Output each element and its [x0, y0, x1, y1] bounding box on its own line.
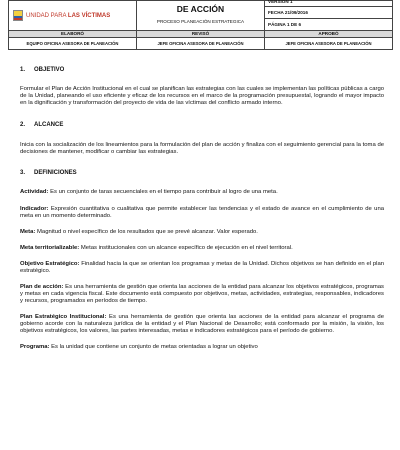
version-label: VERSIÓN 1 — [268, 0, 293, 4]
section-heading-objetivo: 1. OBJETIVO — [20, 67, 65, 73]
unit-logo — [9, 3, 136, 29]
definition-item: Meta territorializable: Metas institucionales con un alcance específico de ejecución en el nivel territoral. — [20, 245, 293, 251]
document-header — [8, 0, 393, 50]
title-cell — [137, 1, 265, 31]
reviso-value: JEFE OFICINA ASESORA DE PLANEACIÓN — [137, 38, 265, 50]
signature-header-row — [9, 31, 393, 38]
section-heading-alcance: 2. ALCANCE — [20, 122, 64, 128]
document-body — [20, 58, 384, 351]
reviso-heading: REVISÓ — [137, 31, 265, 38]
elaboro-heading: ELABORÓ — [9, 31, 137, 38]
page-label: PÁGINA 1 DE 6 — [265, 18, 392, 30]
signature-value-row — [9, 38, 393, 50]
logo-cell — [9, 1, 137, 31]
definition-item: Programa: Es la unidad que contiene un conjunto de metas orientadas a lograr un objetivo — [20, 344, 258, 350]
logo-text: UNIDAD PARA LAS VÍCTIMAS — [26, 12, 111, 19]
section-heading-definiciones: 3. DEFINICIONES — [20, 170, 77, 176]
meta-cell — [265, 1, 393, 31]
alcance-paragraph: Inicia con la socialización de los lineamientos para la formulación del plan de acción y finaliza con el seguimiento gerencial para la toma de decisiones de mantener, modificar o cambiar las estrategias. — [20, 142, 384, 155]
definition-item: Objetivo Estratégico: Finalidad hacia la que se orientan los programas y metas de la Unidad. Dichos objetivos se han definido en el plan estratégico. — [20, 261, 384, 274]
aprobo-value: JEFE OFICINA ASESORA DE PLANEACIÓN — [265, 38, 393, 50]
definition-item: Actividad: Es un conjunto de taras secuenciales en el tiempo para contribuir al logro de una meta. — [20, 189, 278, 195]
definition-item: Indicador: Expresión cuantitativa o cualitativa que permite establecer las tendencias y el estado de avance en el cumplimiento de una meta en un momento determinado. — [20, 206, 384, 219]
definition-item: Meta: Magnitud o nivel específico de los resultados que se prevé alcanzar. Valor esperado. — [20, 229, 258, 235]
definition-item: Plan de acción: Es una herramienta de gestión que orienta las acciones de la entidad para alcanzar los objetivos estratégicos, programas y metas en cada vigencia fiscal. Este documento está compuesto por objetivos, metas, actividades, estrategias, responsables, indicadores y recursos, programados en períodos de tiempo. — [20, 284, 385, 304]
date-label: FECHA 21/09/2016 — [265, 6, 392, 18]
process-name: PROCESO PLANEACIÓN ESTRATEGICA — [156, 18, 245, 24]
elaboro-value: EQUIPO OFICINA ASESORA DE PLANEACIÓN — [9, 38, 137, 50]
aprobo-heading: APROBÓ — [265, 31, 393, 38]
definition-item: Plan Estratégico Institucional: Es una herramienta de gestión que orienta las acciones de la entidad para alcanzar el programa de gobierno acorde con la naturaleza jurídica de la entidad y el Plan Nacional de Desarrollo; está conformado por la misión, la visión, los objetivos estratégicos, los valores, las partes interesadas, metas e indicadores estratégicos para el período de gobierno. — [20, 314, 384, 334]
objetivo-paragraph: Formular el Plan de Acción Institucional en el cual se planifican las estrategias con las cuales se implementan las políticas públicas a cargo de la Unidad, planeando el uso eficiente y eficaz de los recursos en el marco de la programación presupuestal, logrando el mayor impacto en la dignificación y transformación del proyecto de vida de las víctimas del conflicto armado interno. — [20, 86, 384, 106]
document-title: DE ACCIÓN — [176, 3, 225, 14]
colombia-flag-icon — [13, 10, 23, 21]
